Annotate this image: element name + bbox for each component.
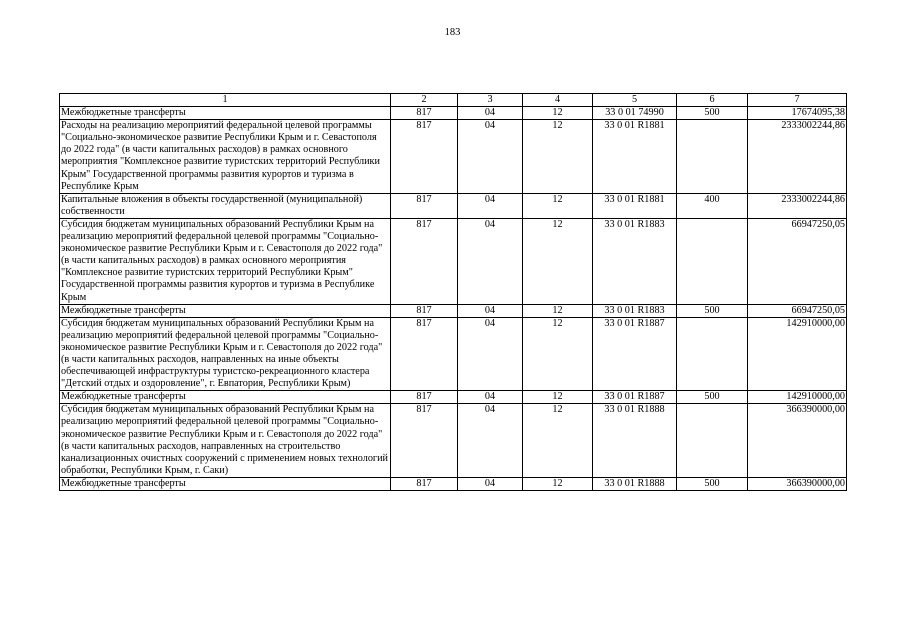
- row-name: Межбюджетные трансферты: [60, 477, 391, 490]
- row-section: 04: [458, 317, 523, 391]
- table-row: [60, 317, 847, 391]
- row-amount: 17674095,38: [748, 107, 847, 120]
- row-ministry-code: 817: [391, 317, 458, 391]
- header-row: [60, 94, 847, 107]
- row-target-article: 33 0 01 R1883: [593, 304, 677, 317]
- row-subsection: 12: [523, 218, 593, 304]
- column-header-3: 3: [458, 94, 523, 107]
- table-row: [60, 193, 847, 218]
- row-name: Субсидия бюджетам муниципальных образований Республики Крым на реализацию мероприятий федеральной целевой программы "Социально-экономическое развитие Республики Крым и г. Севастополя до 2022 года" (в части капитальных расходов) в рамках основного мероприятия "Комплексное развитие туристских территорий Республики Крым" Государственной программы развития курортов и туризма в Республике Крым: [60, 218, 391, 304]
- row-subsection: 12: [523, 304, 593, 317]
- row-target-article: 33 0 01 R1887: [593, 391, 677, 404]
- row-ministry-code: 817: [391, 304, 458, 317]
- row-section: 04: [458, 404, 523, 478]
- table-row: [60, 404, 847, 478]
- row-ministry-code: 817: [391, 193, 458, 218]
- row-expense-type: 500: [677, 477, 748, 490]
- row-name: Субсидия бюджетам муниципальных образований Республики Крым на реализацию мероприятий федеральной целевой программы "Социально-экономическое развитие Республики Крым и г. Севастополя до 2022 года" (в части капитальных расходов, направленных на строительство канализационных очистных сооружений с применением новых технологий обработки, Республики Крым, г. Саки): [60, 404, 391, 478]
- row-ministry-code: 817: [391, 107, 458, 120]
- row-amount: 142910000,00: [748, 317, 847, 391]
- row-name: Межбюджетные трансферты: [60, 391, 391, 404]
- row-section: 04: [458, 107, 523, 120]
- table-row: [60, 107, 847, 120]
- page-number: 183: [444, 27, 461, 38]
- row-subsection: 12: [523, 107, 593, 120]
- table-row: [60, 218, 847, 304]
- row-target-article: 33 0 01 R1887: [593, 317, 677, 391]
- row-section: 04: [458, 477, 523, 490]
- row-amount: 366390000,00: [748, 477, 847, 490]
- row-target-article: 33 0 01 R1888: [593, 477, 677, 490]
- row-expense-type: 500: [677, 107, 748, 120]
- row-expense-type: 400: [677, 193, 748, 218]
- row-name: Расходы на реализацию мероприятий федеральной целевой программы "Социально-экономическое развитие Республики Крым и г. Севастополя до 2022 года" (в части капитальных расходов) в рамках основного мероприятия "Комплексное развитие туристских территорий Республики Крым" Государственной программы развития курортов и туризма в Республике Крым: [60, 120, 391, 194]
- row-subsection: 12: [523, 193, 593, 218]
- row-target-article: 33 0 01 R1881: [593, 120, 677, 194]
- row-subsection: 12: [523, 404, 593, 478]
- row-target-article: 33 0 01 R1888: [593, 404, 677, 478]
- row-expense-type: [677, 317, 748, 391]
- row-ministry-code: 817: [391, 120, 458, 194]
- row-expense-type: 500: [677, 391, 748, 404]
- row-subsection: 12: [523, 477, 593, 490]
- row-expense-type: [677, 218, 748, 304]
- table-row: [60, 120, 847, 194]
- table-row: [60, 304, 847, 317]
- row-target-article: 33 0 01 R1881: [593, 193, 677, 218]
- row-amount: 142910000,00: [748, 391, 847, 404]
- row-target-article: 33 0 01 74990: [593, 107, 677, 120]
- row-expense-type: [677, 120, 748, 194]
- row-name: Капитальные вложения в объекты государственной (муниципальной) собственности: [60, 193, 391, 218]
- table-row: [60, 391, 847, 404]
- row-section: 04: [458, 120, 523, 194]
- column-header-1: 1: [60, 94, 391, 107]
- row-ministry-code: 817: [391, 404, 458, 478]
- row-name: Межбюджетные трансферты: [60, 107, 391, 120]
- row-amount: 366390000,00: [748, 404, 847, 478]
- row-subsection: 12: [523, 120, 593, 194]
- row-target-article: 33 0 01 R1883: [593, 218, 677, 304]
- row-expense-type: [677, 404, 748, 478]
- column-header-5: 5: [593, 94, 677, 107]
- budget-table: [59, 93, 847, 491]
- column-header-4: 4: [523, 94, 593, 107]
- row-section: 04: [458, 193, 523, 218]
- row-ministry-code: 817: [391, 391, 458, 404]
- column-header-7: 7: [748, 94, 847, 107]
- row-section: 04: [458, 391, 523, 404]
- row-amount: 2333002244,86: [748, 193, 847, 218]
- column-header-6: 6: [677, 94, 748, 107]
- row-amount: 66947250,05: [748, 304, 847, 317]
- column-header-2: 2: [391, 94, 458, 107]
- row-name: Субсидия бюджетам муниципальных образований Республики Крым на реализацию мероприятий федеральной целевой программы "Социально-экономическое развитие Республики Крым и г. Севастополя до 2022 года" (в части капитальных расходов, направленных на иные объекты обеспечивающей инфраструктуры туристско-рекреационного кластера "Детский отдых и оздоровление", г. Евпатория, Республики Крым): [60, 317, 391, 391]
- row-ministry-code: 817: [391, 477, 458, 490]
- table-row: [60, 477, 847, 490]
- row-ministry-code: 817: [391, 218, 458, 304]
- row-section: 04: [458, 304, 523, 317]
- row-expense-type: 500: [677, 304, 748, 317]
- row-subsection: 12: [523, 391, 593, 404]
- row-amount: 2333002244,86: [748, 120, 847, 194]
- row-name: Межбюджетные трансферты: [60, 304, 391, 317]
- row-section: 04: [458, 218, 523, 304]
- row-subsection: 12: [523, 317, 593, 391]
- row-amount: 66947250,05: [748, 218, 847, 304]
